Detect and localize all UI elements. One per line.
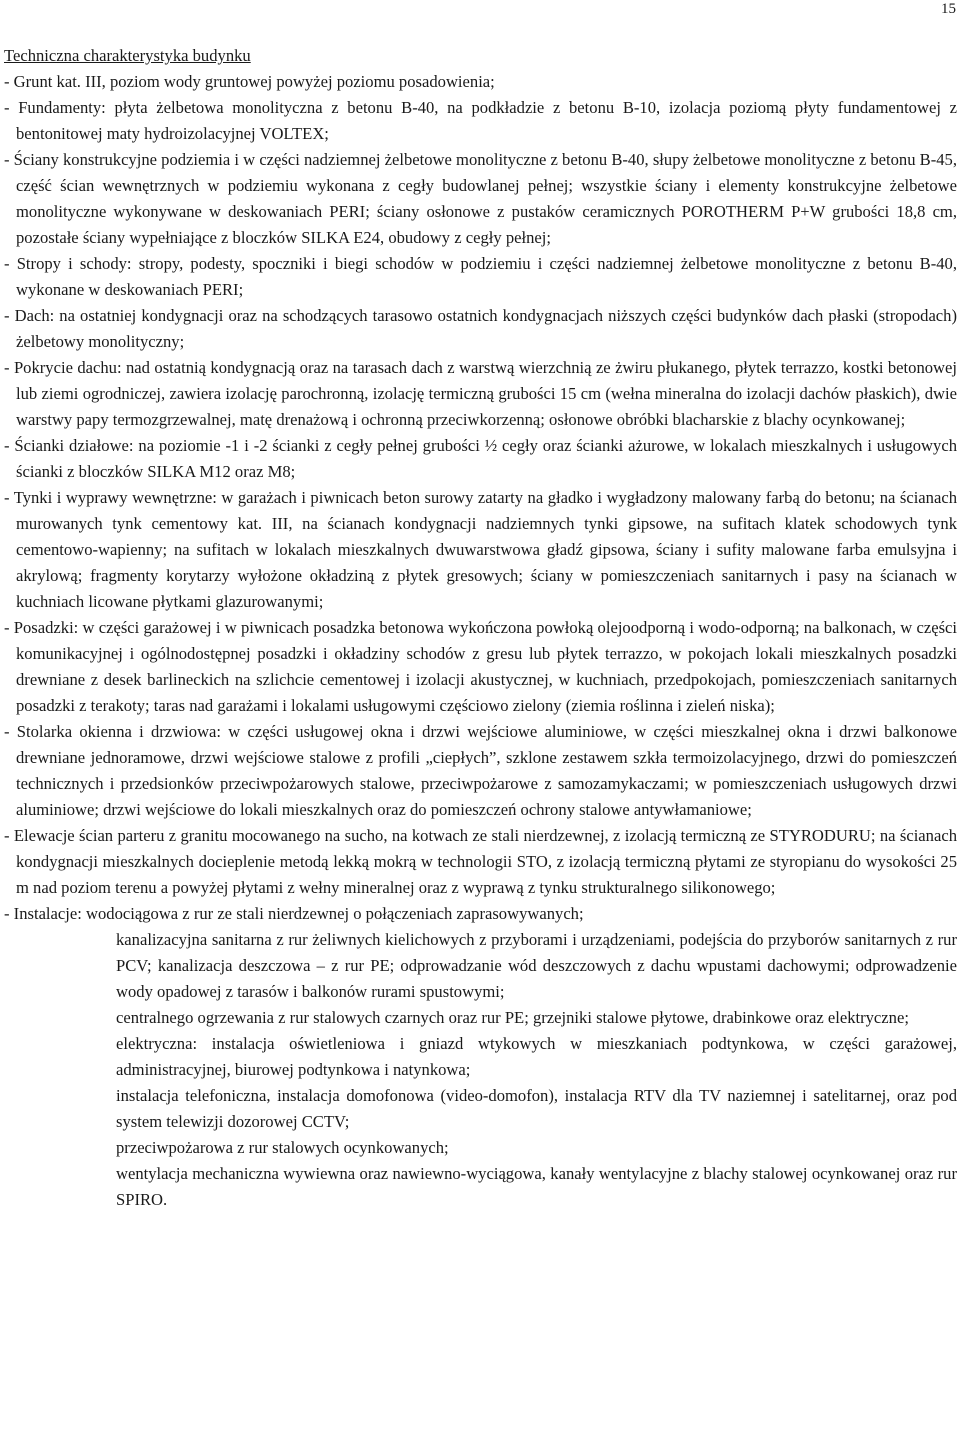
installations-subitem: kanalizacyjna sanitarna z rur żeliwnych kielichowych z przyborami i urządzeniami, podejścia do przyborów sanitarnych z rur PCV; kanalizacja deszczowa – z rur PE; odprowadzanie wód deszczowych z dachu wpustami dachowymi; odprowadzenie wody opadowej z tarasów i balkonów rurami spustowymi; (116, 930, 957, 1001)
spec-item: - Stolarka okienna i drzwiowa: w części usługowej okna i drzwi wejściowe aluminiowe, w części mieszkalnej okna i drzwi balkonowe drewniane jednoramowe, drzwi wejściowe stalowe z profili „ciepłych”, szklone zestawem szkła termoizolacyjnego, drzwi do pomieszczeń technicznych i przedsionków przeciwpożarowych stalowe, przeciwpożarowe z samozamykaczami; w pomieszczeniach usługowych drzwi aluminiowe; drzwi wejściowe do lokali mieszkalnych oraz do pomieszczeń ochrony stalowe antywłamaniowe; (4, 722, 957, 819)
spec-item: - Stropy i schody: stropy, podesty, spoczniki i biegi schodów w podziemiu i części nadziemnej żelbetowe monolityczne z betonu B-40, wykonane w deskowaniach PERI; (4, 254, 957, 299)
installations-subitem: elektryczna: instalacja oświetleniowa i gniazd wtykowych w mieszkaniach podtynkowa, w części garażowej, administracyjnej, biurowej podtynkowa i natynkowa; (116, 1034, 957, 1079)
section-heading: Techniczna charakterystyka budynku (4, 46, 251, 65)
installations-block (4, 901, 957, 1213)
page-number: 15 (941, 1, 956, 17)
spec-item: - Pokrycie dachu: nad ostatnią kondygnacją oraz na tarasach dach z warstwą wierzchnią ze żwiru płukanego, płytek terrazzo, kostki betonowej lub ziemi ogrodniczej, zawiera izolację parochronną, izolację termiczną grubości 15 cm (wełna mineralna do izolacji dachów płaskich), dwie warstwy papy termozgrzewalnej, matę drenażową i ochronną przeciwkorzenną; osłonowe obróbki blacharskie z blachy ocynkowanej; (4, 358, 957, 429)
installations-sublist (4, 927, 957, 1213)
installations-item: - Instalacje: wodociągowa z rur ze stali nierdzewnej o połączeniach zaprasowywanych; (4, 904, 584, 923)
spec-list (4, 69, 957, 901)
installations-subitem: przeciwpożarowa z rur stalowych ocynkowanych; (116, 1138, 449, 1157)
spec-item: - Fundamenty: płyta żelbetowa monolityczna z betonu B-40, na podkładzie z betonu B-10, izolacja poziomą płyty fundamentowej z bentonitowej maty hydroizolacyjnej VOLTEX; (4, 98, 957, 143)
spec-item: - Dach: na ostatniej kondygnacji oraz na schodzących tarasowo ostatnich kondygnacjach niższych części budynków dach płaski (stropodach) żelbetowy monolityczny; (4, 306, 957, 351)
spec-item: - Posadzki: w części garażowej i w piwnicach posadzka betonowa wykończona powłoką olejoodporną i wodo-odporną; na balkonach, w części komunikacyjnej i ogólnodostępnej posadzki i okładziny schodów z gresu lub płytek terrazzo, w pokojach lokali mieszkalnych posadzki drewniane z desek barlineckich na szlichcie cementowej i izolacji akustycznej, w kuchniach, przedpokojach, pomieszczeniach sanitarnych posadzki z terakoty; taras nad garażami i lokalami usługowymi częściowo zielony (ziemia roślinna i zieleń niska); (4, 618, 957, 715)
document-body (4, 43, 957, 1213)
spec-item: - Ścianki działowe: na poziomie -1 i -2 ścianki z cegły pełnej grubości ½ cegły oraz ścianki ażurowe, w lokalach mieszkalnych i usługowych ścianki z bloczków SILKA M12 oraz M8; (4, 436, 957, 481)
installations-subitem: wentylacja mechaniczna wywiewna oraz nawiewno-wyciągowa, kanały wentylacyjne z blachy stalowej ocynkowanej oraz rur SPIRO. (116, 1164, 957, 1209)
installations-subitem: centralnego ogrzewania z rur stalowych czarnych oraz rur PE; grzejniki stalowe płytowe, drabinkowe oraz elektryczne; (116, 1008, 909, 1027)
spec-item: - Tynki i wyprawy wewnętrzne: w garażach i piwnicach beton surowy zatarty na gładko i wygładzony malowany farbą do betonu; na ścianach murowanych tynk cementowy kat. III, na ścianach kondygnacji nadziemnych tynki gipsowe, na sufitach klatek schodowych tynk cementowo-wapienny; na sufitach w lokalach mieszkalnych dwuwarstwowa gładź gipsowa, ściany i sufity malowane farba emulsyjna i akrylową; fragmenty korytarzy wyłożone okładziną z płytek gresowych; ściany w pomieszczeniach sanitarnych i pasy na ścianach w kuchniach licowane płytkami glazurowanymi; (4, 488, 957, 611)
installations-subitem: instalacja telefoniczna, instalacja domofonowa (video-domofon), instalacja RTV dla TV naziemnej i satelitarnej, oraz pod system telewizji dozorowej CCTV; (116, 1086, 957, 1131)
spec-item: - Grunt kat. III, poziom wody gruntowej powyżej poziomu posadowienia; (4, 72, 495, 91)
spec-item: - Elewacje ścian parteru z granitu mocowanego na sucho, na kotwach ze stali nierdzewnej, z izolacją termiczną ze STYRODURU; na ścianach kondygnacji mieszkalnych docieplenie metodą lekką mokrą w technologii STO, z izolacją termiczną płytami ze styropianu do wysokości 25 m nad poziom terenu a powyżej płytami z wełny mineralnej oraz z wyprawą z tynku strukturalnego silikonowego; (4, 826, 957, 897)
spec-item: - Ściany konstrukcyjne podziemia i w części nadziemnej żelbetowe monolityczne z betonu B-40, słupy żelbetowe monolityczne z betonu B-45, część ścian wewnętrznych w podziemiu wykonana z cegły budowlanej pełnej; wszystkie ściany i elementy konstrukcyjne żelbetowe monolityczne wykonywane w deskowaniach PERI; ściany osłonowe z pustaków ceramicznych POROTHERM P+W grubości 18,8 cm, pozostałe ściany wypełniające z bloczków SILKA E24, obudowy z cegły pełnej; (4, 150, 957, 247)
